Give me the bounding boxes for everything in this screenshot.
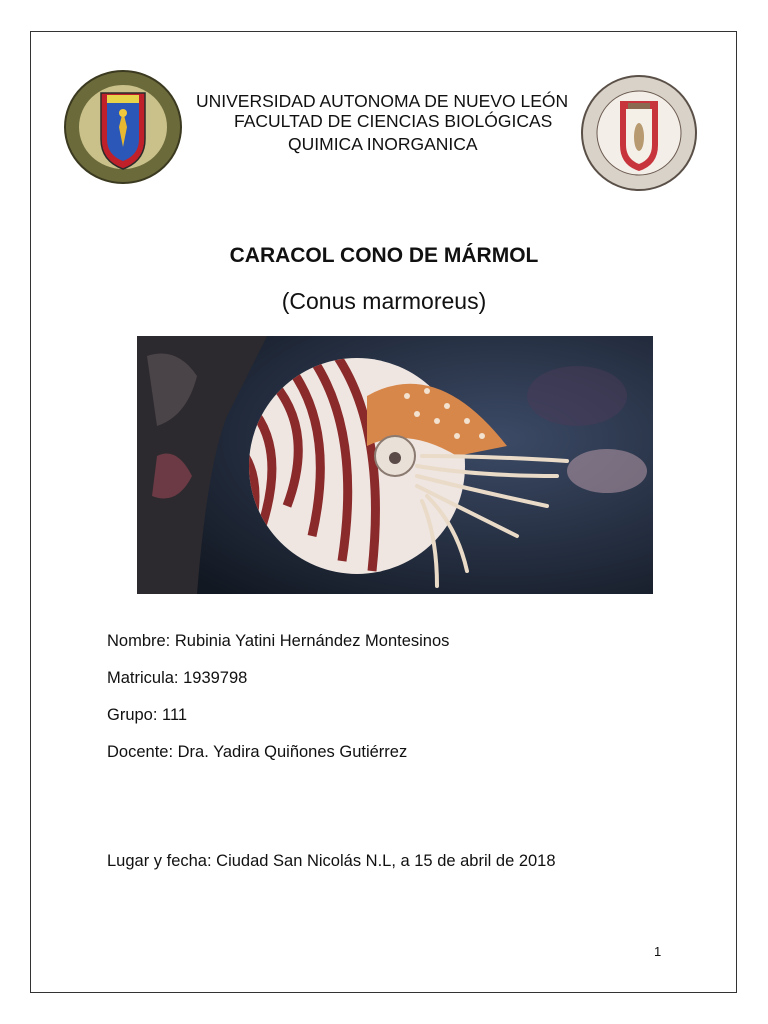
teacher: Docente: Dra. Yadira Quiñones Gutiérrez (107, 743, 408, 761)
course-name: QUIMICA INORGANICA (288, 134, 478, 154)
fcb-seal-logo (580, 73, 698, 193)
scientific-name: (Conus marmoreus) (281, 288, 487, 314)
document-title: CARACOL CONO DE MÁRMOL (229, 244, 539, 267)
uanl-seal-logo (63, 69, 183, 185)
nautilus-photo (137, 336, 653, 594)
student-id: Matricula: 1939798 (107, 669, 248, 687)
page-number: 1 (654, 944, 662, 959)
faculty-name: FACULTAD DE CIENCIAS BIOLÓGICAS (234, 111, 553, 131)
place-and-date: Lugar y fecha: Ciudad San Nicolás N.L, a 15 de abril de 2018 (107, 852, 556, 870)
university-name: UNIVERSIDAD AUTONOMA DE NUEVO LEÓN (196, 91, 569, 111)
student-name: Nombre: Rubinia Yatini Hernández Montesinos (107, 632, 450, 650)
group: Grupo: 111 (107, 706, 188, 724)
